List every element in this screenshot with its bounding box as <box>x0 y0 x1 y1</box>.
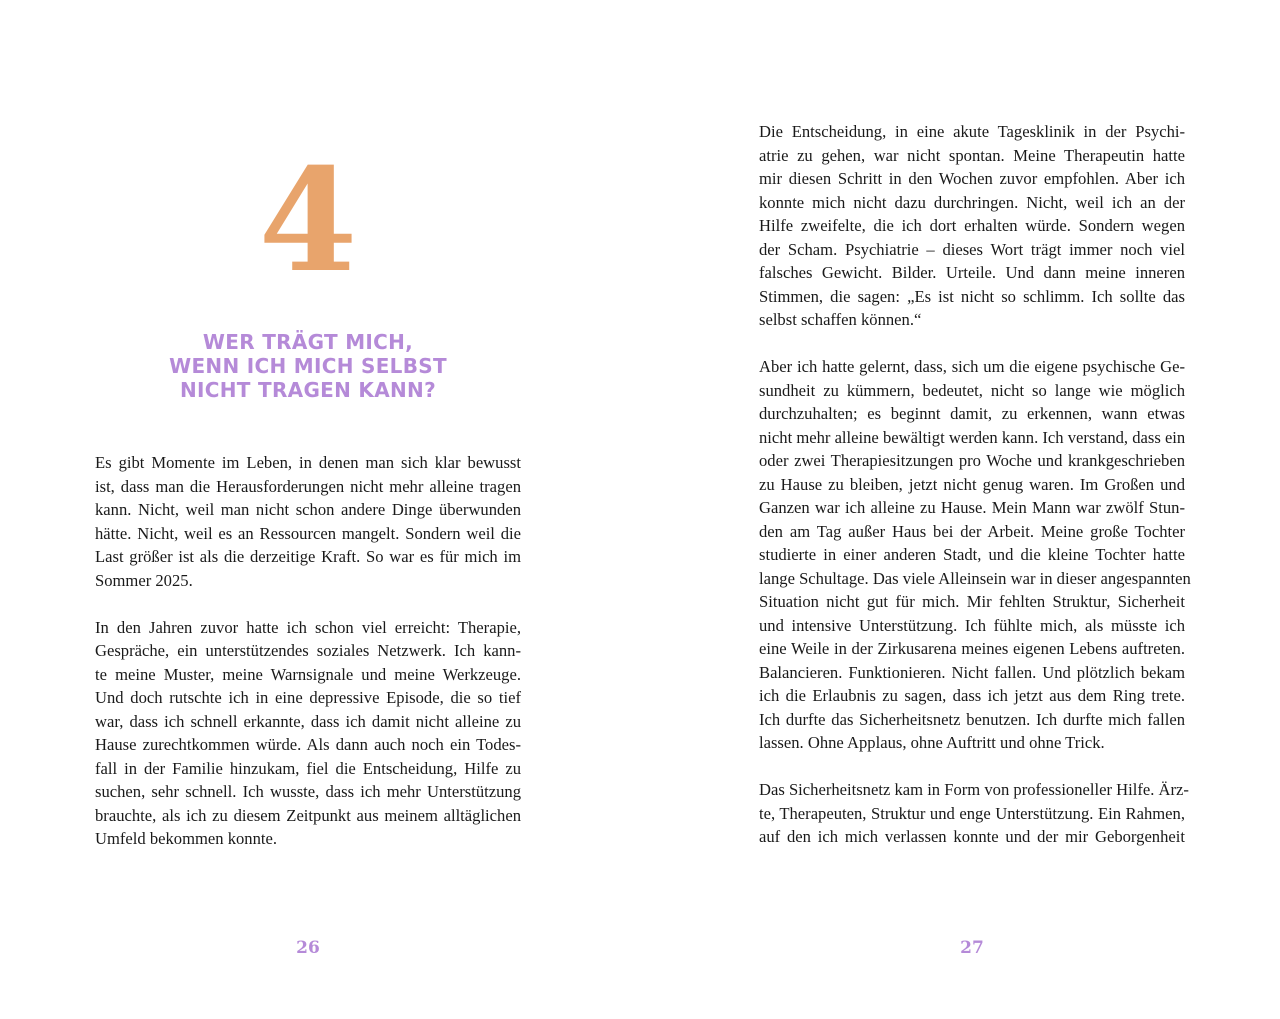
text-line: Balancieren. Funktionieren. Nicht fallen. Und plötzlich bekam <box>759 662 1185 682</box>
text-line: Last größer ist als die derzeitige Kraft. So war es für mich im <box>95 547 521 566</box>
text-line: fall in der Familie hinzukam, fiel die Entscheidung, Hilfe zu <box>95 758 521 778</box>
text-line: Ganzen war ich alleine zu Hause. Mein Mann war zwölf Stun- <box>759 498 1185 517</box>
text-line: nicht mehr alleine bewältigt werden kann. Ich verstand, dass ein <box>759 427 1186 447</box>
chapter-title <box>120 330 496 402</box>
text-line: Hilfe zweifelte, die ich dort erhalten würde. Sondern wegen <box>759 216 1185 235</box>
text-line: Gespräche, ein unterstützendes soziales Netzwerk. Ich kann- <box>95 641 521 660</box>
text-line: und intensive Unterstützung. Ich fühlte mich, als müsste ich <box>759 615 1185 635</box>
text-line: konnte mich nicht dazu durchringen. Nicht, weil ich an der <box>759 192 1185 212</box>
text-line: lange Schultage. Das viele Alleinsein war in dieser angespannten <box>759 568 1191 588</box>
text-line: sundheit zu kümmern, bedeutet, nicht so lange wie möglich <box>759 380 1185 400</box>
text-line: Die Entscheidung, in eine akute Tagesklinik in der Psychi- <box>759 122 1185 141</box>
text-line: In den Jahren zuvor hatte ich schon viel erreicht: Therapie, <box>95 617 521 637</box>
text-line: Es gibt Momente im Leben, in denen man sich klar bewusst <box>95 453 521 472</box>
text-line: Situation nicht gut für mich. Mir fehlten Struktur, Sicherheit <box>759 592 1185 611</box>
paragraph <box>759 778 1189 849</box>
paragraph <box>95 616 521 851</box>
text-line: ist, dass man die Herausforderungen nicht mehr alleine tragen <box>95 476 521 496</box>
text-line: brauchte, als ich zu diesem Zeitpunkt aus meinem alltäglichen <box>95 805 521 825</box>
paragraph <box>95 451 521 592</box>
text-line: Ich durfte das Sicherheitsnetz benutzen. Ich durfte mich fallen <box>759 709 1185 729</box>
text-line: studierte in einer anderen Stadt, und die kleine Tochter hatte <box>759 545 1185 564</box>
right-body-text <box>759 120 1191 872</box>
left-body-text <box>95 451 521 874</box>
text-line: suchen, sehr schnell. Ich wusste, dass ich mehr Unterstützung <box>95 782 521 801</box>
chapter-title-line: WENN ICH MICH SELBST <box>169 354 447 378</box>
text-line: durchzuhalten; es beginnt damit, zu erkennen, wann etwas <box>759 404 1185 423</box>
text-line: den am Tag außer Haus bei der Arbeit. Meine große Tochter <box>759 521 1185 541</box>
text-line: Das Sicherheitsnetz kam in Form von professioneller Hilfe. Ärz- <box>759 780 1189 799</box>
text-line: kann. Nicht, weil man nicht schon andere Dinge überwunden <box>95 500 521 519</box>
text-line: oder zwei Therapiesitzungen pro Woche und krankgeschrieben <box>759 451 1185 470</box>
text-line: selbst schaffen können.“ <box>759 310 922 329</box>
paragraph <box>759 120 1185 332</box>
chapter-number: 4 <box>258 138 358 304</box>
text-line: ich die Erlaubnis zu sagen, dass ich jetzt aus dem Ring trete. <box>759 686 1185 705</box>
text-line: falsches Gewicht. Bilder. Urteile. Und dann meine inneren <box>759 263 1185 282</box>
chapter-title-line: NICHT TRAGEN KANN? <box>180 378 436 402</box>
text-line: mir diesen Schritt in den Wochen zuvor empfohlen. Aber ich <box>759 169 1185 188</box>
page-number-right: 27 <box>960 938 984 958</box>
text-line: te meine Muster, meine Warnsignale und meine Werkzeuge. <box>95 664 521 684</box>
text-line: war, dass ich schnell erkannte, dass ich damit nicht alleine zu <box>95 711 521 731</box>
text-line: Aber ich hatte gelernt, dass, sich um die eigene psychische Ge- <box>759 357 1185 376</box>
text-line: eine Weile in der Zirkusarena meines eigenen Lebens auftreten. <box>759 639 1185 658</box>
paragraph <box>759 355 1191 755</box>
text-line: lassen. Ohne Applaus, ohne Auftritt und ohne Trick. <box>759 733 1105 752</box>
page-number-left: 26 <box>296 938 320 958</box>
text-line: te, Therapeuten, Struktur und enge Unterstützung. Ein Rahmen, <box>759 803 1185 823</box>
text-line: Stimmen, die sagen: „Es ist nicht so schlimm. Ich sollte das <box>759 286 1185 306</box>
text-line: Hause zurechtkommen würde. Als dann auch noch ein Todes- <box>95 735 521 754</box>
text-line: der Scham. Psychiatrie – dieses Wort trägt immer noch viel <box>759 239 1185 259</box>
text-line: atrie zu gehen, war nicht spontan. Meine Therapeutin hatte <box>759 145 1185 165</box>
text-line: auf den ich mich verlassen konnte und der mir Geborgenheit <box>759 827 1185 846</box>
right-page <box>640 0 1280 1019</box>
text-line: zu Hause zu bleiben, jetzt nicht genug waren. Im Großen und <box>759 474 1185 494</box>
text-line: Sommer 2025. <box>95 570 193 590</box>
text-line: Umfeld bekommen konnte. <box>95 829 278 848</box>
chapter-title-line: WER TRÄGT MICH, <box>202 330 414 354</box>
text-line: Und doch rutschte ich in eine depressive Episode, die so tief <box>95 688 521 707</box>
text-line: hätte. Nicht, weil es an Ressourcen mangelt. Sondern weil die <box>95 523 521 543</box>
